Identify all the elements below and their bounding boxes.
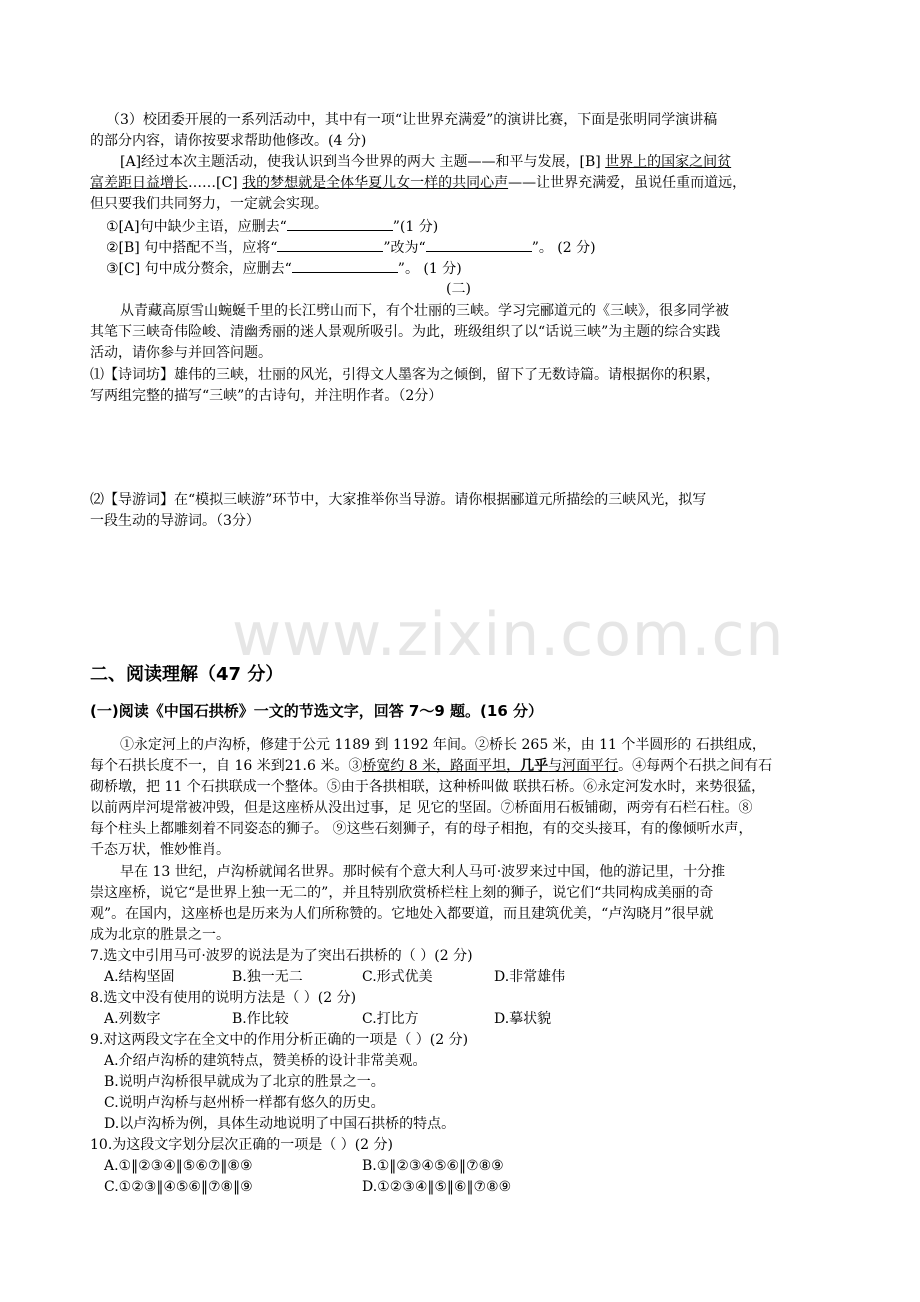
q9-option-a[interactable]: A.介绍卢沟桥的建筑特点，赞美桥的设计非常美观。 [104, 1053, 427, 1069]
question-9: 9.对这两段文字在全文中的作用分析正确的一项是（ ）(2 分) [90, 1032, 469, 1048]
speech-part-b-underlined: 世界上的国家之间贫 [605, 154, 732, 170]
p1-l2-underlined: 桥宽约 8 米，路面平坦， [362, 758, 521, 774]
q3-line-2: 的部分内容，请你按要求帮助他修改。(4 分) [90, 133, 367, 149]
sub2-suffix: ”。 (2 分) [531, 240, 596, 256]
q3-speech-line-1 [120, 152, 731, 172]
p1-l2-a: 每个石拱长度不一，自 16 米到21.6 米。③ [90, 758, 363, 774]
q9-option-b[interactable]: B.说明卢沟桥很早就成为了北京的胜景之一。 [104, 1074, 385, 1090]
answer-blank-2a[interactable] [277, 237, 383, 252]
answer-blank-2b[interactable] [426, 237, 532, 252]
q7-option-d[interactable]: D.非常雄伟 [494, 969, 566, 985]
sub2-prefix: ②[B] 句中搭配不当，应将“ [106, 240, 278, 256]
q7-option-c[interactable]: C.形式优美 [362, 969, 433, 985]
sanxia-q2-line-2: 一段生动的导游词。（3分） [90, 513, 260, 529]
q3-sub-2 [106, 237, 596, 258]
sub1-prefix: ①[A]句中缺少主语，应删去“ [106, 219, 287, 235]
q10-option-c[interactable]: C.①②③‖④⑤⑥‖⑦⑧‖⑨ [104, 1179, 253, 1195]
p1-l2-underlined-2: 与河面平行 [548, 758, 619, 774]
q8-option-c[interactable]: C.打比方 [362, 1011, 419, 1027]
q3-speech-line-2 [90, 173, 746, 193]
sanxia-q1-line-2: 写两组完整的描写“三峡”的古诗句，并注明作者。（2分） [90, 388, 443, 404]
passage-p1-line-1: ①永定河上的卢沟桥，修建于公元 1189 到 1192 年间。②桥长 265 米，由 11 个半圆形的 石拱组成， [120, 737, 766, 753]
q10-option-a[interactable]: A.①‖②③④‖⑤⑥⑦‖⑧⑨ [104, 1158, 253, 1174]
question-7: 7.选文中引用马可·波罗的说法是为了突出石拱桥的（ ）(2 分) [90, 948, 473, 964]
part-two-marker: (二) [446, 281, 471, 297]
q8-option-a[interactable]: A.列数字 [104, 1011, 161, 1027]
q8-option-b[interactable]: B.作比较 [232, 1011, 289, 1027]
q3-sub-1 [106, 216, 438, 237]
subsection-title: (一)阅读《中国石拱桥》一文的节选文字，回答 7～9 题。(16 分） [90, 702, 543, 720]
passage-p2-line-1: 早在 13 世纪，卢沟桥就闻名世界。那时候有个意大利人马可·波罗来过中国，他的游记里，十分推 [120, 864, 726, 880]
answer-blank-3[interactable] [292, 258, 398, 273]
speech-part-a: [A]经过本次主题活动，使我认识到当今世界的两大 主题——和平与发展，[B] [120, 154, 606, 170]
passage-p1-line-2 [90, 756, 772, 776]
p1-l2-bold: 几乎 [520, 758, 549, 774]
sanxia-intro-2: 其笔下三峡奇伟险峻、清幽秀丽的迷人景观所吸引。为此，班级组织了以“话说三峡”为主题的综合实践 [90, 324, 721, 340]
q7-option-b[interactable]: B.独一无二 [232, 969, 303, 985]
sanxia-q1-line-1: ⑴【诗词坊】雄伟的三峡，壮丽的风光，引得文人墨客为之倾倒，留下了无数诗篇。请根据你的积累， [90, 367, 720, 383]
speech-b-underlined-end: 富差距日益增长 [90, 175, 188, 191]
passage-p1-line-4: 以前两岸河堤常被冲毁，但是这座桥从没出过事，足 见它的坚固。⑦桥面用石板铺砌，两旁有石栏石柱。⑧ [90, 800, 753, 816]
sub1-suffix: ”(1 分) [392, 219, 439, 235]
passage-p1-line-6: 千态万状，惟妙惟肖。 [90, 842, 230, 858]
q3-sub-3 [106, 258, 462, 279]
sub2-mid: ”改为“ [383, 240, 426, 256]
sub3-prefix: ③[C] 句中成分赘余，应删去“ [106, 261, 292, 277]
q3-line-1: （3）校团委开展的一系列活动中，其中有一项“让世界充满爱”的演讲比赛，下面是张明同学演讲稿 [106, 112, 718, 128]
speech-end: ——让世界充满爱，虽说任重而道远， [508, 175, 747, 191]
speech-part-c-underlined: 我的梦想就是全体华夏儿女一样的共同心声 [242, 175, 509, 191]
passage-p2-line-3: 观”。在国内，这座桥也是历来为人们所称赞的。它地处入都要道，而且建筑优美，“卢沟晓月”很早就 [90, 906, 714, 922]
sub3-suffix: ”。 (1 分) [397, 261, 462, 277]
section-title: 二、阅读理解（47 分） [90, 664, 284, 685]
sanxia-intro-1: 从青藏高原雪山蜿蜒千里的长江劈山而下，有个壮丽的三峡。学习完郦道元的《三峡》，很多同学被 [120, 303, 729, 319]
passage-p2-line-2: 崇这座桥，说它“是世界上独一无二的”，并且特别欣赏桥栏柱上刻的狮子，说它们“共同构成美丽的奇 [90, 885, 714, 901]
q9-option-c[interactable]: C.说明卢沟桥与赵州桥一样都有悠久的历史。 [104, 1095, 385, 1111]
sanxia-q2-line-1: ⑵【导游词】在“模拟三峡游”环节中，大家推举你当导游。请你根据郦道元所描绘的三峡风光，拟写 [90, 492, 707, 508]
q7-option-a[interactable]: A.结构坚固 [104, 969, 175, 985]
q3-speech-line-3: 但只要我们共同努力，一定就会实现。 [90, 196, 328, 212]
question-8: 8.选文中没有使用的说明方法是（ ）(2 分) [90, 990, 357, 1006]
answer-blank-1[interactable] [287, 216, 393, 231]
q8-option-d[interactable]: D.摹状貌 [494, 1011, 552, 1027]
q10-option-b[interactable]: B.①‖②③④⑤⑥‖⑦⑧⑨ [362, 1158, 504, 1174]
passage-p2-line-4: 成为北京的胜景之一。 [90, 927, 230, 943]
q9-option-d[interactable]: D.以卢沟桥为例，具体生动地说明了中国石拱桥的特点。 [104, 1116, 456, 1132]
question-10: 10.为这段文字划分层次正确的一项是（ ）(2 分) [90, 1137, 393, 1153]
watermark: www.zixin.com.cn [232, 600, 785, 670]
passage-p1-line-3: 砌桥墩，把 11 个石拱联成一个整体。⑤由于各拱相联，这种桥叫做 联拱石桥。⑥永定河发水时，来势很猛， [90, 779, 766, 795]
sanxia-intro-3: 活动，请你参与并回答问题。 [90, 345, 272, 361]
q10-option-d[interactable]: D.①②③④‖⑤‖⑥‖⑦⑧⑨ [362, 1179, 512, 1195]
p1-l2-b: 。④每两个石拱之间有石 [618, 758, 773, 774]
speech-mid: ……[C] [188, 175, 243, 191]
passage-p1-line-5: 每个柱头上都雕刻着不同姿态的狮子。 ⑨这些石刻狮子，有的母子相抱，有的交头接耳，有的像倾听水声， [90, 821, 753, 837]
